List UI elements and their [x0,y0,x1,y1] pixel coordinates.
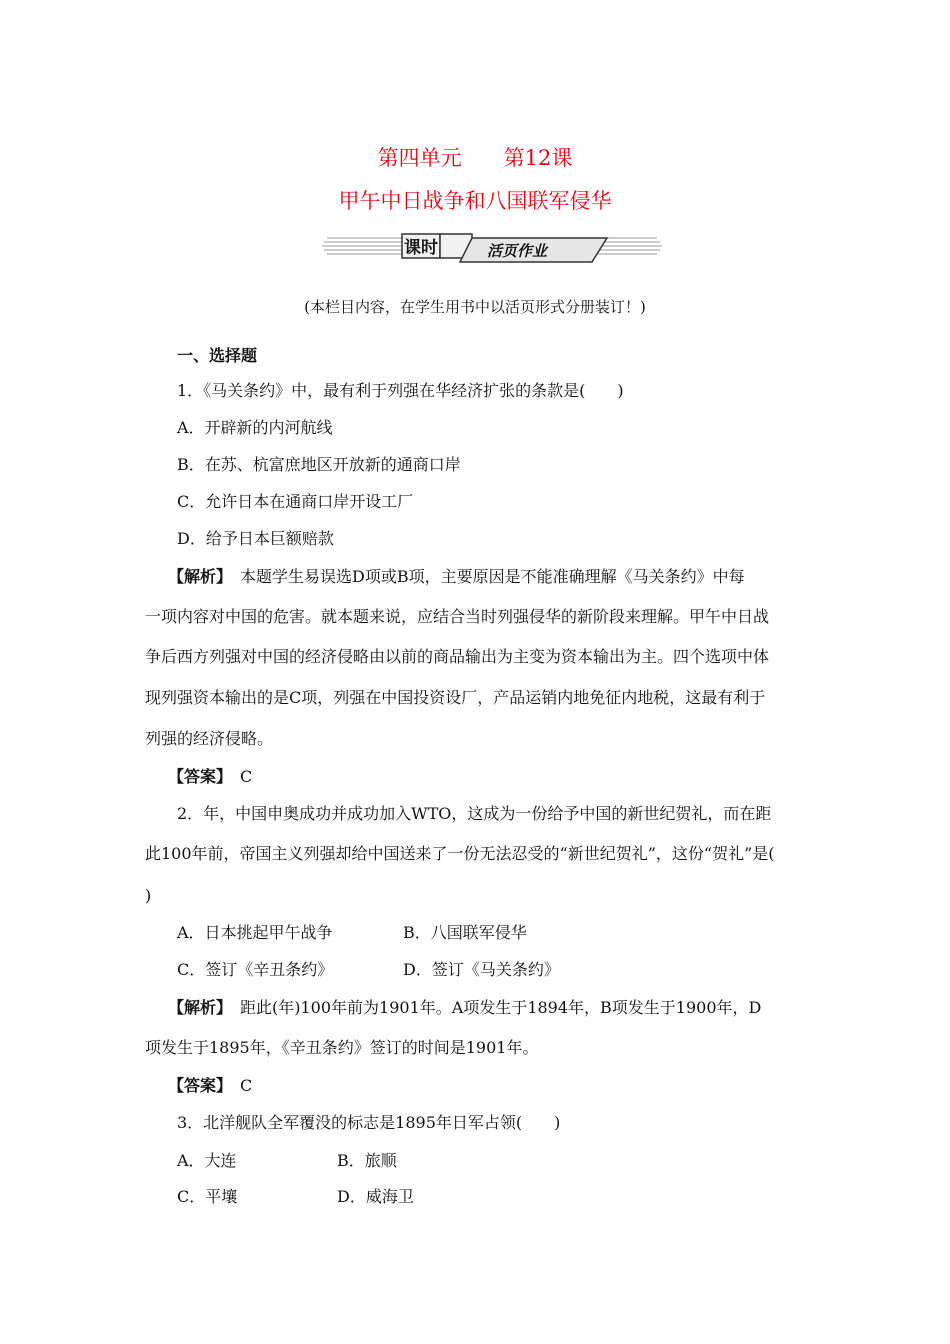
q1-option-a: A．开辟新的内河航线 [177,418,333,437]
q1-analysis-line-3: 争后西方列强对中国的经济侵略由以前的商品输出为主变为资本输出为主。四个选项中体 [145,647,770,666]
q2-analysis-text-1: 距此(年)100年前为1901年。A项发生于1894年，B项发生于1900年，D [224,998,762,1017]
q3-option-d: D．威海卫 [337,1187,414,1206]
binding-note: (本栏目内容，在学生用书中以活页形式分册装订！) [304,298,646,316]
banner-label-right: 活页作业 [487,242,548,260]
q1-answer-tag: 【答案】 [168,767,225,786]
q1-analysis-line-2: 一项内容对中国的危害。就本题来说，应结合当时列强侵华的新阶段来理解。甲午中日战 [145,607,770,626]
q3-option-b: B．旅顺 [337,1151,397,1170]
q2-stem-line-3: ) [145,886,152,905]
q2-option-a: A．日本挑起甲午战争 [177,923,333,942]
q1-analysis-line-1 [168,566,745,588]
q2-answer-tag: 【答案】 [168,1076,225,1095]
section-title: 一、选择题 [177,346,258,365]
q1-answer [168,766,252,788]
q1-analysis-text-1: 本题学生易误选D项或B项，主要原因是不能准确理解《马关条约》中每 [224,567,745,586]
q1-option-d: D．给予日本巨额赔款 [177,529,334,548]
q3-stem: 3．北洋舰队全军覆没的标志是1895年日军占领( ) [177,1113,561,1132]
q1-analysis-line-5: 列强的经济侵略。 [145,729,274,748]
q2-analysis-tag: 【解析】 [168,998,225,1017]
q2-answer-value: C [224,1076,253,1095]
q1-option-c: C．允许日本在通商口岸开设工厂 [177,492,414,511]
q2-option-b: B．八国联军侵华 [403,923,527,942]
worksheet-banner [322,228,662,268]
lesson-title: 甲午中日战争和八国联军侵华 [338,189,612,213]
unit-lesson-heading: 第四单元 第12课 [377,146,573,170]
q2-analysis-line-2: 项发生于1895年，《辛丑条约》签订的时间是1901年。 [145,1038,539,1057]
q1-option-b: B．在苏、杭富庶地区开放新的通商口岸 [177,455,461,474]
q1-analysis-tag: 【解析】 [168,567,225,586]
q3-option-c: C．平壤 [177,1187,238,1206]
q2-option-c: C．签订《辛丑条约》 [177,960,334,979]
q2-stem-line-1: 2．年，中国申奥成功并成功加入WTO，这成为一份给予中国的新世纪贺礼，而在距 [177,804,772,823]
q1-stem: 1．《马关条约》中，最有利于列强在华经济扩张的条款是( ) [177,381,624,400]
q2-answer [168,1075,252,1097]
q2-stem-line-2: 此100年前，帝国主义列强却给中国送来了一份无法忍受的“新世纪贺礼”，这份“贺礼”是( [145,844,775,863]
q2-analysis-line-1 [168,997,761,1019]
banner-label-left: 课时 [404,238,438,258]
q2-option-d: D．签订《马关条约》 [403,960,560,979]
q1-answer-value: C [224,767,253,786]
q3-option-a: A．大连 [177,1151,237,1170]
q1-analysis-line-4: 现列强资本输出的是C项，列强在中国投资设厂，产品运销内地免征内地税，这最有利于 [145,688,766,707]
